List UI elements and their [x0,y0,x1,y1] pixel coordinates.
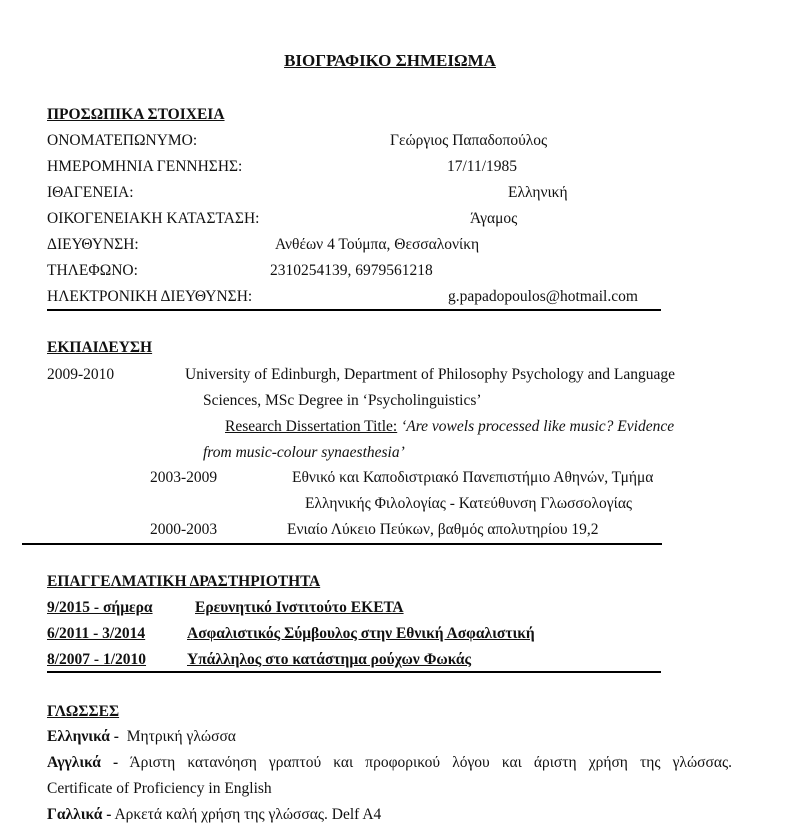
language-greek [47,727,236,747]
languages-heading: ΓΛΩΣΣΕΣ [47,703,120,720]
dissertation-label: Research Dissertation Title: [225,418,398,435]
language-english [47,753,732,773]
field-label-email: ΗΛΕΚΤΡΟΝΙΚΗ ΔΙΕΥΘΥΝΣΗ: [47,288,253,305]
field-label-phone: ΤΗΛΕΦΩΝΟ: [47,262,138,279]
language-name: Ελληνικά - [47,728,119,745]
section-divider [22,543,662,545]
language-name: Αγγλικά - [47,754,119,771]
job-period: 9/2015 - σήμερα [47,599,153,616]
field-label-name: ΟΝΟΜΑΤΕΠΩΝΥΜΟ: [47,132,198,149]
field-value-name: Γεώργιος Παπαδοπούλος [390,132,548,149]
education-degree: Sciences, MSc Degree in ‘Psycholinguistics’ [203,392,482,409]
personal-heading: ΠΡΟΣΩΠΙΚΑ ΣΤΟΙΧΕΙΑ [47,106,225,123]
language-level: Μητρική γλώσσα [126,728,236,745]
education-degree: Ελληνικής Φιλολογίας - Κατεύθυνση Γλωσσολογίας [305,495,633,512]
job-title: Ερευνητικό Ινστιτούτο ΕΚΕΤΑ [195,599,404,616]
education-year: 2009-2010 [47,366,115,383]
education-heading: ΕΚΠΑΙΔΕΥΣΗ [47,339,153,356]
dissertation-title: ‘Are vowels processed like music? Evidence [401,418,675,435]
language-level: Αρκετά καλή χρήση της γλώσσας. Delf A4 [114,806,382,823]
field-value-birthdate: 17/11/1985 [447,158,518,175]
section-divider [47,309,661,311]
education-institution: University of Edinburgh, Department of Philosophy Psychology and Language [185,366,676,383]
language-level: Άριστη κατανόηση γραπτού και προφορικού λόγου και άριστη χρήση της γλώσσας. [129,754,732,771]
education-year: 2003-2009 [150,469,218,486]
job-period: 8/2007 - 1/2010 [47,651,147,668]
field-value-phone: 2310254139, 6979561218 [270,262,433,279]
experience-heading: ΕΠΑΓΓΕΛΜΑΤΙΚΗ ΔΡΑΣΤΗΡΙΟΤΗΤΑ [47,573,321,590]
field-value-email: g.papadopoulos@hotmail.com [448,288,638,305]
job-title: Υπάλληλος στο κατάστημα ρούχων Φωκάς [187,651,472,668]
field-value-marital-status: Άγαμος [470,210,518,227]
dissertation-title-cont: from music-colour synaesthesia’ [203,444,405,461]
field-label-address: ΔΙΕΥΘΥΝΣΗ: [47,236,139,253]
field-label-marital-status: ΟΙΚΟΓΕΝΕΙΑΚΗ ΚΑΤΑΣΤΑΣΗ: [47,210,260,227]
job-period: 6/2011 - 3/2014 [47,625,146,642]
field-value-address: Ανθέων 4 Τούμπα, Θεσσαλονίκη [275,236,480,253]
section-divider [47,671,661,673]
field-label-birthdate: ΗΜΕΡΟΜΗΝΙΑ ΓΕΝΝΗΣΗΣ: [47,158,243,175]
job-title: Ασφαλιστικός Σύμβουλος στην Εθνική Ασφαλιστική [187,625,535,642]
education-institution: Εθνικό και Καποδιστριακό Πανεπιστήμιο Αθηνών, Τμήμα [292,469,654,486]
education-institution: Ενιαίο Λύκειο Πεύκων, βαθμός απολυτηρίου 19,2 [287,521,599,538]
field-label-nationality: ΙΘΑΓΕΝΕΙΑ: [47,184,134,201]
dissertation-line [225,417,674,437]
education-year: 2000-2003 [150,521,218,538]
language-french [47,805,381,825]
english-certificate: Certificate of Proficiency in English [47,780,272,797]
language-name: Γαλλικά - [47,806,112,823]
document-title: ΒΙΟΓΡΑΦΙΚΟ ΣΗΜΕΙΩΜΑ [284,51,496,70]
field-value-nationality: Ελληνική [508,184,568,201]
